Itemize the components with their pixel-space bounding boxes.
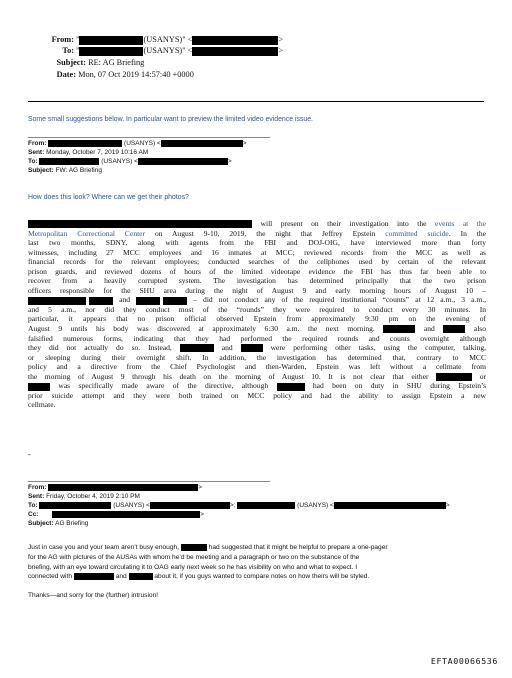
orig-to-row: To: (USANYS) < >; (USANYS) < > [28, 502, 450, 510]
body-line: policy and a directive from the Chief Psychologist and then-Warden, Epstein was left without a cellmate from [28, 362, 486, 372]
header-from-label: From: [51, 35, 74, 44]
fw-sent-value: Monday, October 7, 2019 10:16 AM [46, 149, 149, 156]
redaction-block [48, 140, 122, 147]
redaction-block [79, 47, 143, 56]
link-events[interactable]: events at the [435, 219, 486, 228]
redaction-block [163, 297, 187, 305]
orig-body-line: briefing, with an eye toward circulating it to OAG early next week so he has visibility on who and what to expect. I [28, 563, 358, 571]
redaction-block [28, 383, 50, 391]
redaction-block [89, 297, 113, 305]
orig-to-label: To: [28, 502, 38, 510]
redaction-block [241, 344, 263, 352]
orig-to-org2: (USANYS) < [297, 502, 334, 510]
body-line: will present on their investigation into the events at the [28, 219, 486, 229]
fw-to-org: (USANYS) < [101, 158, 138, 166]
redaction-block [161, 140, 243, 147]
redaction-block [383, 325, 415, 333]
header-to-label: To: [62, 46, 74, 55]
redaction-block [39, 158, 99, 165]
body-line: and 5 a.m., nor did they conduct most of the “rounds” they were required to conduct every 30 minutes. In [28, 304, 486, 314]
redaction-block [192, 36, 278, 45]
body-line: last two months, SDNY, along with agents from the FBI and DOJ-OIG, have interviewed more than forty [28, 238, 486, 248]
redaction-block [129, 573, 153, 580]
fw-subject-label: Subject: [28, 167, 54, 174]
body-line: witnesses, including 27 MCC employees and 16 inmates at MCC; reviewed records from the MCC as well as [28, 247, 486, 257]
redaction-block [237, 502, 295, 509]
redaction-block [180, 344, 214, 352]
header-from-row [24, 34, 283, 45]
reply-note: Some small suggestions below. In particular want to preview the limited video evidence issue. [28, 116, 313, 123]
fw-sent-label: Sent: [28, 149, 45, 156]
redaction-block [74, 573, 114, 580]
orig-body-line: connected with and about it, if you guys wanted to compare notes on how theirs will be styled. [28, 573, 370, 581]
redaction-block [150, 502, 230, 509]
fw-divider [28, 137, 270, 138]
redaction-block [443, 325, 465, 333]
body-line: Metropolitan Correctional Center on August 9-10, 2019, the night that Jeffrey Epstein committed suicide. In the [28, 228, 486, 238]
orig-sent-row [28, 493, 140, 502]
body-line: falsified numerous forms, indicating that they had performed the required rounds and counts overnight although [28, 333, 486, 343]
body-line: they did not actually do so. Instead, and were performing other tasks, using the computer, talking, [28, 343, 487, 353]
orig-to-org1: (USANYS) < [113, 502, 150, 510]
body-line: prior suicide attempt and they were both trained on MCC policy and had the ability to assign Epstein a new [28, 390, 486, 400]
body-line: particular, it appears that no prison official observed Epstein from approximately 9:30 pm on the evening of [28, 314, 486, 324]
body-line: and – did not conduct any of the required institutional “counts” at 12 a.m., 3 a.m., [28, 295, 486, 305]
link-suicide[interactable]: committed suicide [385, 228, 449, 238]
orig-sent-label: Sent: [28, 493, 45, 500]
header-subject-row [24, 57, 144, 68]
redaction-block [28, 220, 252, 228]
orig-body-line: Just in case you and your team aren’t busy enough, had suggested that it might be helpful to prepare a one-pager [28, 544, 388, 551]
redaction-block [192, 47, 278, 56]
orig-subject-row [28, 520, 88, 529]
redaction-block [79, 36, 143, 45]
header-to-row [24, 45, 283, 56]
header-gt: > [278, 35, 284, 44]
body-line: the morning of August 9 through his death on the morning of August 10. It is not clear that either or [28, 371, 486, 381]
orig-from-row [28, 484, 202, 493]
fw-subject-value: FW: AG Briefing [55, 167, 102, 174]
dash-marker: - [28, 450, 31, 459]
fw-gt: > [227, 158, 232, 166]
fw-sent-row [28, 149, 148, 158]
body-line: was specifically made aware of the directive, although had been on duty in SHU during Epstein’s [28, 381, 486, 391]
fw-subject-row [28, 167, 102, 176]
redaction-block [28, 297, 86, 305]
header-subject-value: RE: AG Briefing [88, 58, 145, 67]
redaction-block [181, 544, 207, 551]
body-line: officers responsible for the SHU area during the night of August 9 and early morning hours of August 10 – [28, 285, 486, 295]
body-line: financial records for the relevant employees; conducted searches of the cellphones used by certain of the relevant [28, 257, 486, 267]
fw-from-row: From: (USANYS) < > [28, 140, 247, 148]
fw-to-label: To: [28, 158, 38, 166]
redaction-block [436, 373, 472, 381]
orig-email-body [28, 543, 488, 601]
body-line: August 9 untils his body was discovered at approximately 6:30 a.m. the next morning. and also [28, 324, 487, 334]
orig-divider [28, 481, 270, 482]
redaction-block [277, 383, 305, 391]
header-from-org: (USANYS)" < [143, 35, 193, 44]
header-date-label: Date: [56, 70, 76, 79]
orig-from-label: From: [28, 484, 47, 492]
fw-gt: > [242, 140, 247, 148]
header-date-row [24, 69, 194, 80]
briefing-paragraph [28, 219, 486, 410]
redaction-block [52, 511, 200, 518]
header-from-quote: " [76, 35, 80, 44]
orig-cc-label: Cc: [28, 511, 39, 519]
orig-gt: > [198, 484, 203, 492]
redaction-block [39, 502, 111, 509]
orig-cc-row [28, 511, 204, 520]
fw-from-label: From: [28, 140, 47, 148]
orig-gt: > [200, 511, 205, 519]
header-subject-label: Subject: [56, 58, 86, 67]
header-gt: > [278, 46, 284, 55]
redaction-block [48, 484, 198, 491]
orig-subject-label: Subject: [28, 520, 54, 527]
body-line: or sleeping during their overnight shift. In addition, the investigation has determined that, contrary to MCC [28, 352, 486, 362]
redaction-block [138, 158, 228, 165]
link-mcc[interactable]: Metropolitan Correctional Center [28, 228, 146, 238]
header-date-value: Mon, 07 Oct 2019 14:57:40 +0000 [78, 70, 194, 79]
orig-subject-value: AG Briefing [55, 520, 89, 527]
orig-body-line: for the AG with pictures of the AUSAs with whom he’d be meeting and a paragraph or two on the substance of the [28, 553, 360, 561]
header-to-org: (USANYS)" < [143, 46, 193, 55]
document-id-footer: EFTA00066536 [430, 656, 498, 666]
fw-to-row [28, 158, 232, 167]
orig-body-line: Thanks—and sorry for the (further) intrusion! [28, 592, 159, 600]
body-line: recover from a heavily corrupted system. The investigation has determined principally that the two prison [28, 276, 486, 286]
redaction-block [136, 297, 160, 305]
header-to-quote: " [76, 46, 80, 55]
body-line: cellmate. [28, 400, 56, 410]
orig-sent-value: Friday, October 4, 2019 2:10 PM [46, 493, 140, 500]
body-line: prison guards, and reviewed dozens of hours of the limited videotape evidence the FBI has thus far been able to [28, 266, 486, 276]
fw-note: How does this look? Where can we get their photos? [28, 194, 189, 201]
fw-from-org: (USANYS) [124, 140, 156, 148]
header-divider [28, 101, 484, 102]
redaction-block [334, 502, 446, 509]
orig-gt: > [445, 502, 450, 510]
